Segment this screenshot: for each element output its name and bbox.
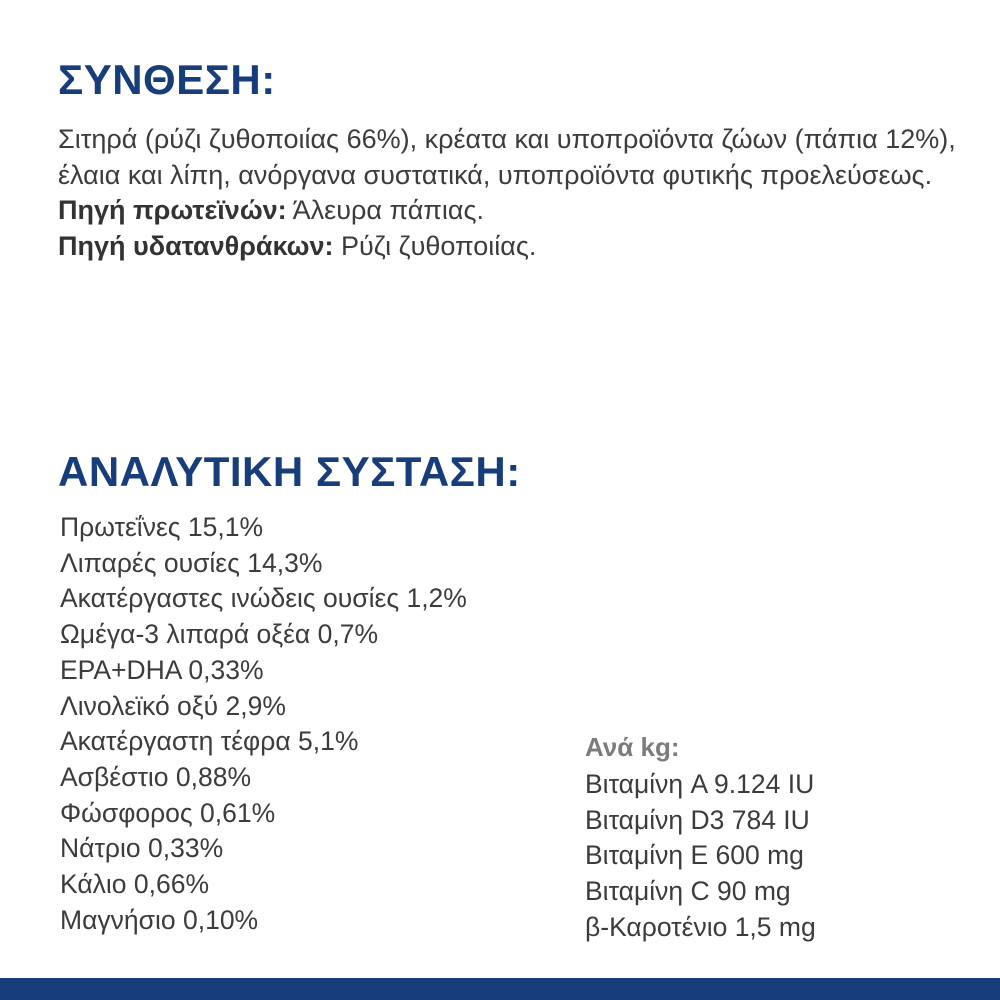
analysis-item-magnesium: Μαγνήσιο 0,10%: [60, 904, 259, 935]
analysis-item-linoleic: Λινολεϊκό οξύ 2,9%: [60, 690, 286, 721]
carb-source-label: Πηγή υδατανθράκων:: [58, 230, 334, 261]
analysis-item-calcium: Ασβέστιο 0,88%: [60, 761, 252, 792]
composition-text: Σιτηρά (ρύζι ζυθοποιίας 66%), κρέατα και υποπροϊόντα ζώων (πάπια 12%), έλαια και λίπη, ανόργανα συστατικά, υποπροϊόντα φυτικής προελεύσεως.: [58, 124, 956, 190]
analysis-item-protein: Πρωτεΐνες 15,1%: [60, 512, 264, 542]
analysis-item-fat: Λιπαρές ουσίες 14,3%: [60, 547, 323, 578]
analysis-item-epa-dha: EPA+DHA 0,33%: [60, 654, 264, 685]
carb-source-value: Ρύζι ζυθοποιίας.: [333, 230, 537, 261]
protein-source-value: Άλευρα πάπιας.: [286, 195, 485, 225]
analysis-item-omega3: Ωμέγα-3 λιπαρά οξέα 0,7%: [60, 619, 379, 650]
carb-source-line: [58, 229, 958, 265]
analysis-heading: ΑΝΑΛΥΤΙΚΗ ΣΥΣΤΑΣΗ:: [58, 448, 521, 495]
analysis-item-fibre: Ακατέργαστες ινώδεις ουσίες 1,2%: [60, 583, 467, 614]
per-kg-heading: Ανά kg:: [585, 732, 680, 762]
vitamin-list: [585, 767, 816, 946]
analysis-item-phosphorus: Φώσφορος 0,61%: [60, 797, 276, 828]
bottom-bar: [0, 978, 1000, 1000]
vitamin-item-d3: Βιταμίνη D3 784 IU: [585, 804, 810, 835]
protein-source-label: Πηγή πρωτεϊνών:: [58, 195, 287, 225]
protein-source-line: [58, 193, 958, 229]
analysis-list: [60, 510, 467, 938]
vitamin-item-c: Βιταμίνη C 90 mg: [585, 876, 791, 907]
vitamin-item-a: Βιταμίνη A 9.124 IU: [585, 769, 815, 799]
analysis-item-ash: Ακατέργαστη τέφρα 5,1%: [60, 726, 359, 757]
vitamin-item-beta-carotene: β-Καροτένιο 1,5 mg: [585, 911, 816, 942]
composition-heading: ΣΥΝΘΕΣΗ:: [58, 56, 276, 103]
vitamin-item-e: Βιταμίνη E 600 mg: [585, 840, 804, 871]
analysis-item-sodium: Νάτριο 0,33%: [60, 833, 224, 864]
composition-body: [58, 122, 958, 264]
analysis-item-potassium: Κάλιο 0,66%: [60, 869, 210, 900]
